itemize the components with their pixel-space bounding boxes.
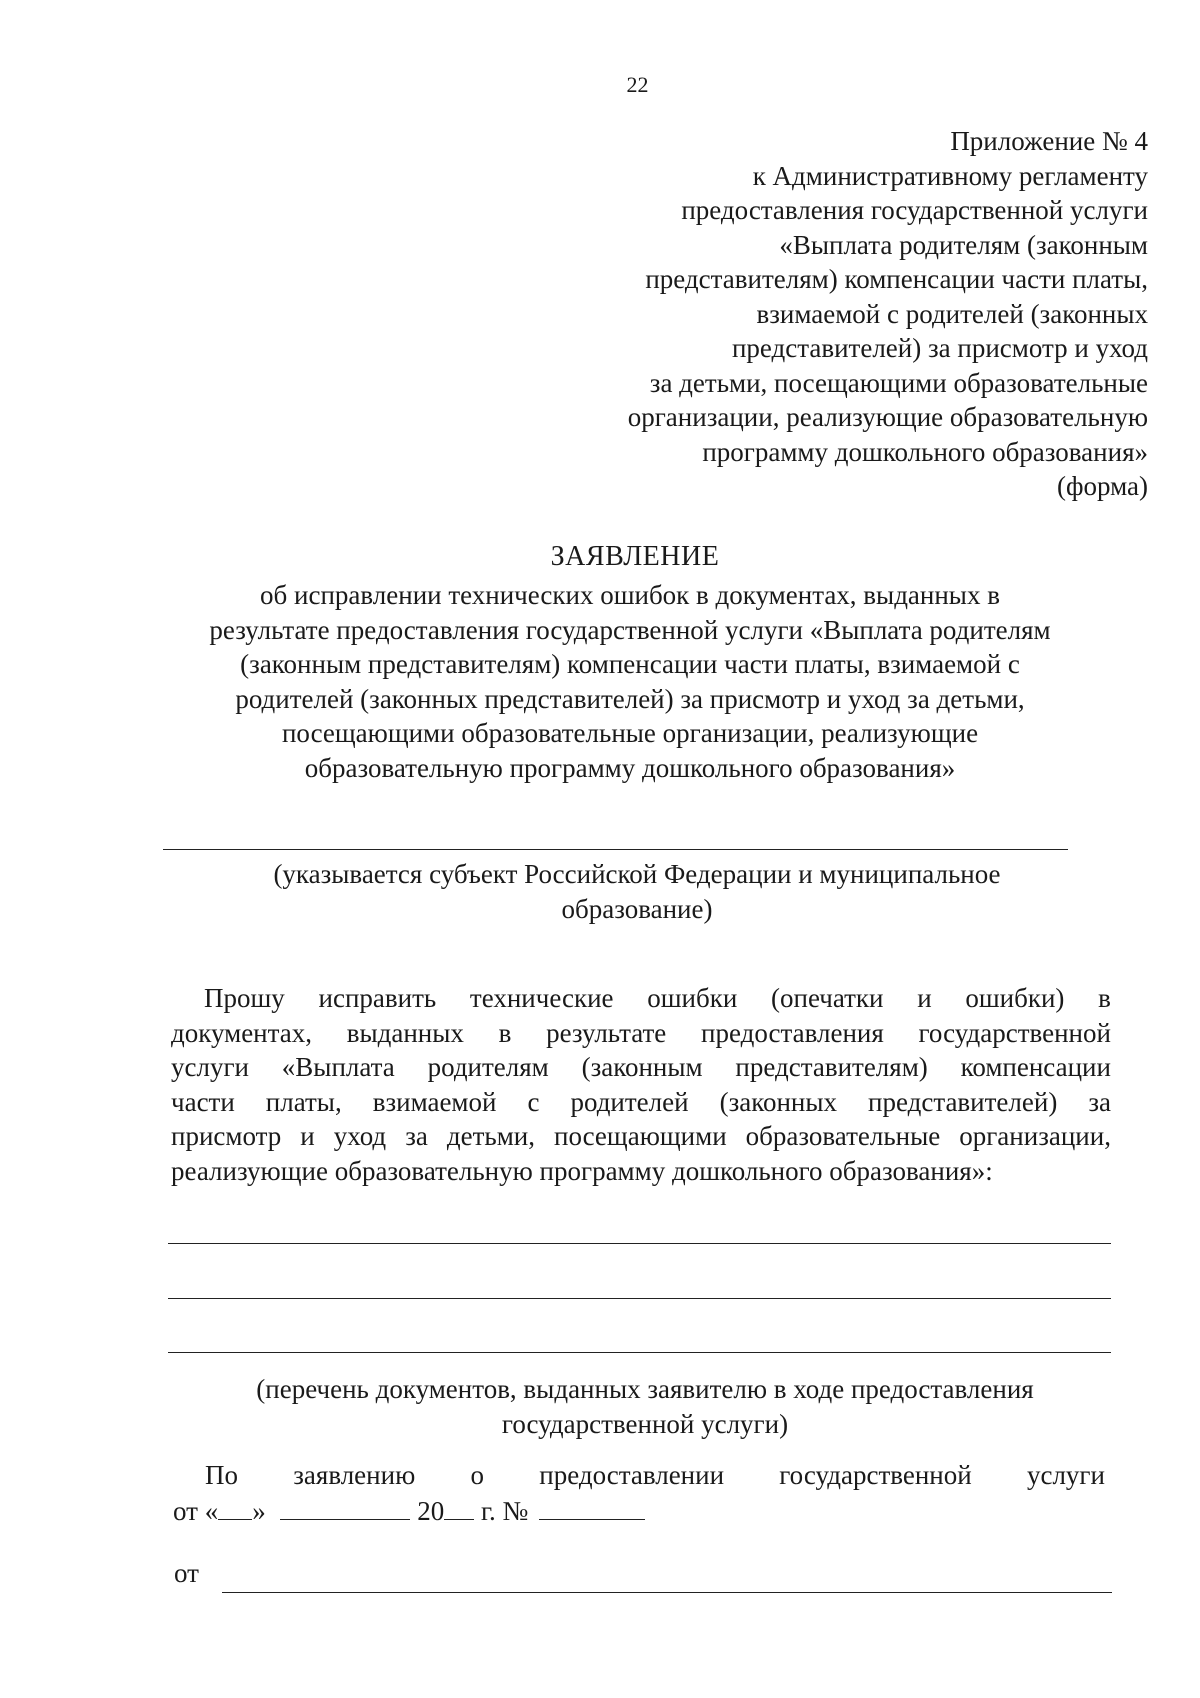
appendix-line: взимаемой с родителей (законных xyxy=(756,298,1148,329)
application-ref-line-2 xyxy=(173,1494,645,1529)
application-ref-line-1 xyxy=(205,1458,1105,1493)
request-line-6: реализующие образовательную программу дошкольного образования»: xyxy=(171,1155,993,1186)
word: (опечатки xyxy=(771,983,884,1013)
word: (законным xyxy=(581,1052,703,1082)
word: результате xyxy=(546,1017,667,1048)
from-open-text: от « xyxy=(173,1496,219,1526)
word: родителей xyxy=(570,1086,689,1117)
from-close-text: » xyxy=(252,1496,266,1526)
day-field[interactable] xyxy=(218,1495,252,1520)
applicant-label: от xyxy=(174,1558,199,1588)
year-prefix-text: 20 xyxy=(417,1496,445,1526)
word: с xyxy=(527,1086,540,1117)
request-line-2 xyxy=(171,1016,1111,1051)
word: детьми, xyxy=(446,1121,535,1151)
month-field[interactable] xyxy=(280,1495,410,1520)
word: взимаемой xyxy=(372,1086,497,1117)
caption-line: (перечень документов, выданных заявителю в ходе предоставления xyxy=(256,1374,1034,1404)
caption-line: (указывается субъект Российской Федерации и муниципальное xyxy=(273,859,1001,889)
word: технические xyxy=(469,983,614,1013)
appendix-form-label: (форма) xyxy=(1057,471,1148,501)
request-line-1 xyxy=(171,981,1111,1016)
subtitle-line: (законным представителям) компенсации части платы, взимаемой с xyxy=(240,649,1020,679)
statement-title: ЗАЯВЛЕНИЕ xyxy=(550,541,720,572)
documents-caption xyxy=(175,1372,1115,1441)
word: услуги xyxy=(171,1052,249,1082)
word: посещающими xyxy=(554,1121,727,1151)
word: услуги xyxy=(1026,1460,1105,1490)
applicant-fill-line[interactable] xyxy=(222,1592,1112,1593)
request-line-5 xyxy=(171,1119,1111,1154)
word: представителей) xyxy=(868,1086,1058,1117)
word: исправить xyxy=(318,983,437,1013)
word: предоставления xyxy=(701,1017,884,1048)
word: платы, xyxy=(265,1086,342,1117)
application-number-field[interactable] xyxy=(539,1495,645,1520)
word: выданных xyxy=(346,1017,464,1048)
word: в xyxy=(1098,983,1111,1013)
appendix-line: «Выплата родителям (законным xyxy=(779,229,1148,260)
word: По xyxy=(205,1460,238,1490)
statement-subtitle xyxy=(160,578,1100,785)
word: за xyxy=(1088,1086,1111,1117)
request-line-4 xyxy=(171,1085,1111,1120)
word: и xyxy=(300,1121,315,1151)
word: компенсации xyxy=(960,1052,1111,1082)
word: Прошу xyxy=(204,983,285,1013)
word: заявлению xyxy=(293,1460,416,1490)
word: за xyxy=(405,1121,428,1151)
appendix-line: к Административному регламенту xyxy=(752,160,1148,191)
word: и xyxy=(917,983,932,1013)
appendix-header xyxy=(448,124,1148,504)
documents-fill-line-3[interactable] xyxy=(168,1352,1111,1353)
word: родителям xyxy=(427,1052,549,1082)
documents-fill-line-1[interactable] xyxy=(168,1243,1111,1244)
word: «Выплата xyxy=(281,1052,395,1082)
year-field[interactable] xyxy=(444,1495,474,1520)
subject-fill-line[interactable] xyxy=(163,849,1068,850)
word: в xyxy=(498,1017,512,1048)
appendix-line: Приложение № 4 xyxy=(950,126,1148,156)
request-line-3 xyxy=(171,1050,1111,1085)
appendix-line: программу дошкольного образования» xyxy=(702,436,1148,467)
word: предоставлении xyxy=(539,1460,725,1490)
documents-fill-line-2[interactable] xyxy=(168,1298,1111,1299)
appendix-line: представителям) компенсации части платы, xyxy=(645,264,1148,294)
caption-line: государственной услуги) xyxy=(501,1408,789,1439)
subtitle-line: результате предоставления государственной услуги «Выплата родителям xyxy=(209,614,1051,645)
word: документах, xyxy=(171,1017,312,1048)
subtitle-line: образовательную программу дошкольного образования» xyxy=(304,752,956,783)
appendix-line: за детьми, посещающими образовательные xyxy=(649,367,1148,398)
word: государственной xyxy=(779,1460,972,1490)
word: (законных xyxy=(719,1086,838,1117)
appendix-line: предоставления государственной услуги xyxy=(681,195,1148,225)
appendix-line: организации, реализующие образовательную xyxy=(627,402,1148,432)
subtitle-line: родителей (законных представителей) за присмотр и уход за детьми, xyxy=(235,683,1025,714)
word: уход xyxy=(333,1121,387,1151)
word: организации, xyxy=(959,1121,1111,1151)
subject-caption xyxy=(167,857,1107,926)
word: о xyxy=(470,1460,484,1490)
subtitle-line: об исправлении технических ошибок в документах, выданных в xyxy=(260,580,1000,610)
word: ошибки) xyxy=(965,983,1065,1013)
appendix-line: представителей) за присмотр и уход xyxy=(731,333,1148,363)
word: присмотр xyxy=(171,1121,282,1151)
page-number: 22 xyxy=(626,72,649,97)
word: части xyxy=(171,1086,235,1117)
word: ошибки xyxy=(647,983,738,1013)
word: образовательные xyxy=(745,1121,941,1151)
request-paragraph xyxy=(171,981,1111,1188)
subtitle-line: посещающими образовательные организации, реализующие xyxy=(281,718,979,748)
word: государственной xyxy=(918,1017,1111,1048)
word: представителям) xyxy=(735,1052,928,1082)
year-suffix-text: г. № xyxy=(480,1496,529,1526)
caption-line: образование) xyxy=(561,893,713,924)
